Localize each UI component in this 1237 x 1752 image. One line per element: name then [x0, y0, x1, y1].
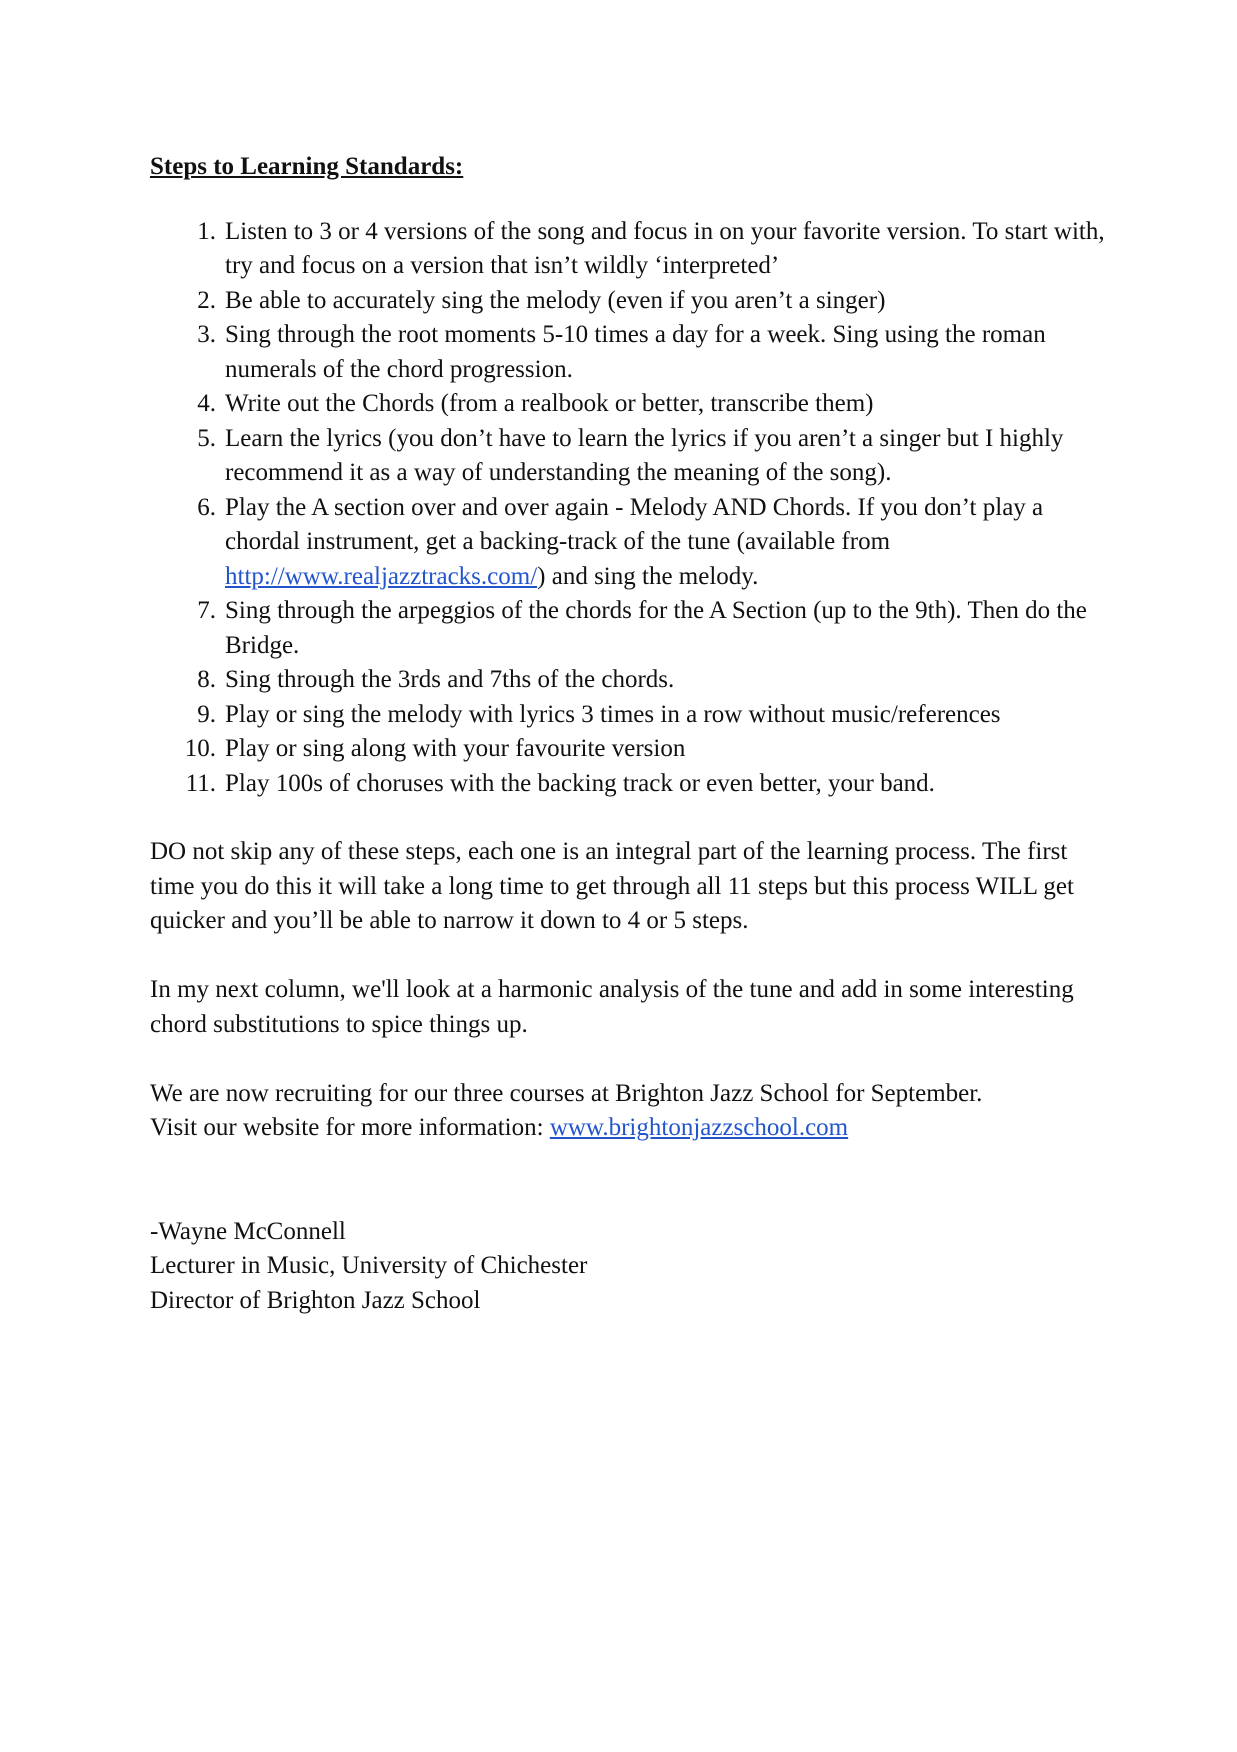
- list-item: [150, 663, 1110, 698]
- step-text-before-link: Play the A section over and over again - Melody AND Chords. If you don’t play a chordal instrument, get a backing-track of the tune (available from: [225, 493, 1044, 555]
- list-item: [150, 698, 1110, 733]
- step-number: 4.: [197, 390, 216, 417]
- step-text: Learn the lyrics (you don’t have to learn the lyrics if you aren’t a singer but I highly recommend it as a way of understanding the meaning of the song).: [225, 424, 1064, 486]
- step-number: 11.: [185, 769, 216, 797]
- list-item: [150, 491, 1110, 595]
- step-number: 7.: [197, 597, 216, 624]
- step-text: Sing through the root moments 5-10 times a day for a week. Sing using the roman numerals of the chord progression.: [225, 321, 1046, 383]
- visit-text: Visit our website for more information:: [150, 1114, 550, 1141]
- author-name: -Wayne McConnell: [150, 1217, 346, 1245]
- step-text-after-link: ) and sing the melody.: [537, 562, 759, 590]
- author-role-lecturer: Lecturer in Music, University of Chichester: [150, 1252, 588, 1279]
- step-text: Write out the Chords (from a realbook or better, transcribe them): [225, 390, 874, 417]
- step-text: Listen to 3 or 4 versions of the song and focus in on your favorite version. To start with, try and focus on a version that isn’t wildly ‘interpreted’: [225, 217, 1105, 279]
- recruiting-paragraph: [150, 1077, 1110, 1146]
- brightonjazzschool-link[interactable]: www.brightonjazzschool.com: [549, 1114, 849, 1141]
- step-number: 10.: [184, 735, 216, 762]
- step-number: 5.: [197, 424, 216, 452]
- step-number: 6.: [197, 493, 216, 521]
- list-item: [150, 767, 1110, 802]
- list-item: [150, 387, 1110, 422]
- step-number: 9.: [197, 700, 216, 728]
- list-item: [150, 732, 1110, 767]
- step-number: 8.: [197, 666, 216, 693]
- page-title: Steps to Learning Standards:: [150, 153, 464, 180]
- list-item: [150, 318, 1110, 387]
- signature-block: [150, 1215, 1110, 1319]
- list-item: [150, 594, 1110, 663]
- steps-list: [150, 215, 1110, 802]
- next-column-paragraph: In my next column, we'll look at a harmonic analysis of the tune and add in some interesting chord substitutions to spice things up.: [150, 976, 1074, 1038]
- step-number: 1.: [197, 217, 216, 245]
- step-text: Be able to accurately sing the melody (even if you aren’t a singer): [225, 286, 886, 314]
- realjazztracks-link[interactable]: http://www.realjazztracks.com/: [225, 562, 538, 590]
- step-number: 2.: [197, 286, 216, 314]
- document-content: [150, 150, 1110, 1318]
- step-text: Play or sing along with your favourite version: [225, 735, 686, 762]
- visit-line: [150, 1111, 1110, 1146]
- list-item: [150, 422, 1110, 491]
- step-text: Sing through the 3rds and 7ths of the chords.: [225, 666, 675, 693]
- step-text: Sing through the arpeggios of the chords for the A Section (up to the 9th). Then do the Bridge.: [225, 597, 1087, 659]
- step-text: Play or sing the melody with lyrics 3 times in a row without music/references: [225, 700, 1001, 728]
- list-item: [150, 284, 1110, 319]
- step-text: Play 100s of choruses with the backing track or even better, your band.: [225, 769, 935, 797]
- step-number: 3.: [197, 321, 216, 348]
- author-role-director: Director of Brighton Jazz School: [150, 1286, 481, 1314]
- recruiting-text: We are now recruiting for our three courses at Brighton Jazz School for September.: [150, 1079, 983, 1107]
- do-not-skip-paragraph: DO not skip any of these steps, each one is an integral part of the learning process. The first time you do this it will take a long time to get through all 11 steps but this process WILL get quicker and you’ll be able to narrow it down to 4 or 5 steps.: [150, 838, 1074, 934]
- list-item: [150, 215, 1110, 284]
